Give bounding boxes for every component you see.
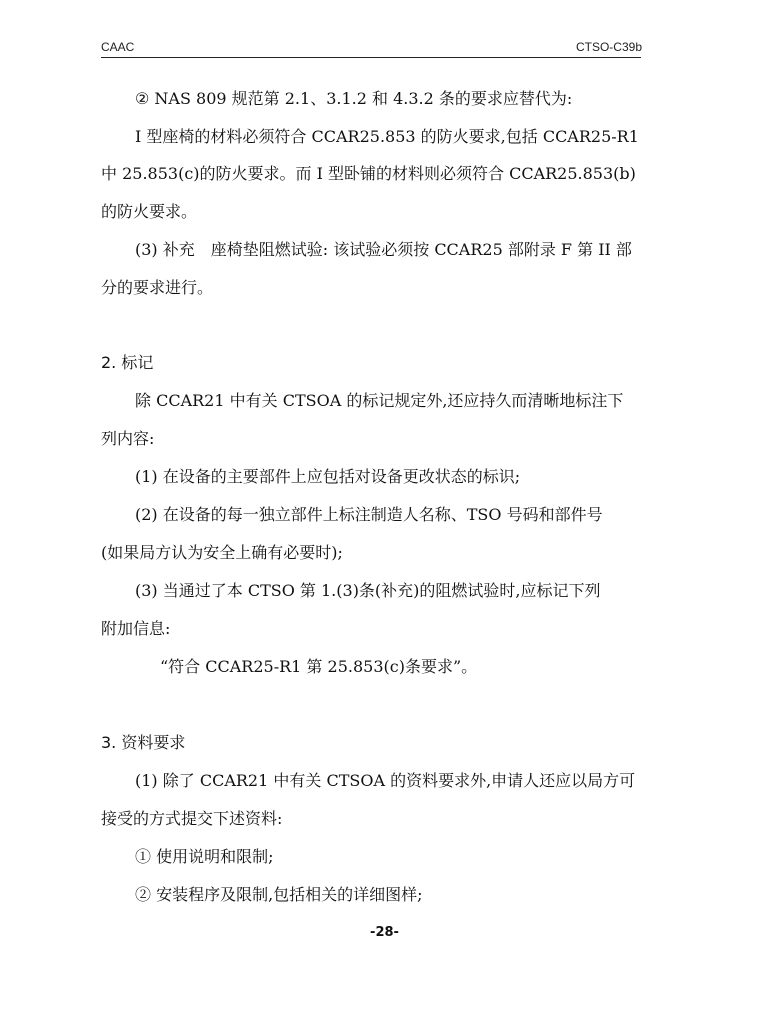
header-right: CTSO-C39b <box>575 40 642 54</box>
text-line: (如果局方认为安全上确有必要时); <box>101 543 343 562</box>
text-line: (3) 当通过了本 CTSO 第 1.(3)条(补充)的阻燃试验时,应标记下列 <box>135 581 601 600</box>
text-line: (3) 补充 座椅垫阻燃试验: 该试验必须按 CCAR25 部附录 F 第 II 部 <box>135 240 632 259</box>
text-line: 中 25.853(c)的防火要求。而 I 型卧铺的材料则必须符合 CCAR25.853(b) <box>101 164 636 183</box>
text-line: 分的要求进行。 <box>101 278 214 297</box>
text-line: 接受的方式提交下述资料: <box>101 809 283 828</box>
text-line: 列内容: <box>101 429 155 448</box>
text-line: (1) 除了 CCAR21 中有关 CTSOA 的资料要求外,申请人还应以局方可 <box>135 771 636 790</box>
text-line: (1) 在设备的主要部件上应包括对设备更改状态的标识; <box>135 467 521 486</box>
text-line: ① 使用说明和限制; <box>135 847 274 866</box>
quoted-text: “符合 CCAR25-R1 第 25.853(c)条要求”。 <box>160 657 478 676</box>
section-heading-marking: 2. 标记 <box>101 353 154 372</box>
section-heading-data-requirements: 3. 资料要求 <box>101 733 186 752</box>
text-line: 的防火要求。 <box>101 202 198 221</box>
text-line: (2) 在设备的每一独立部件上标注制造人名称、TSO 号码和部件号 <box>135 505 603 524</box>
text-line: 除 CCAR21 中有关 CTSOA 的标记规定外,还应持久而清晰地标注下 <box>135 391 624 410</box>
header-left: CAAC <box>101 40 135 54</box>
text-line: I 型座椅的材料必须符合 CCAR25.853 的防火要求,包括 CCAR25-R1 <box>135 127 639 146</box>
text-line: 附加信息: <box>101 619 171 638</box>
header-rule <box>101 57 641 58</box>
page-number: -28- <box>370 925 399 940</box>
text-line: ② 安装程序及限制,包括相关的详细图样; <box>135 885 423 904</box>
text-line: ② NAS 809 规范第 2.1、3.1.2 和 4.3.2 条的要求应替代为: <box>135 89 573 108</box>
